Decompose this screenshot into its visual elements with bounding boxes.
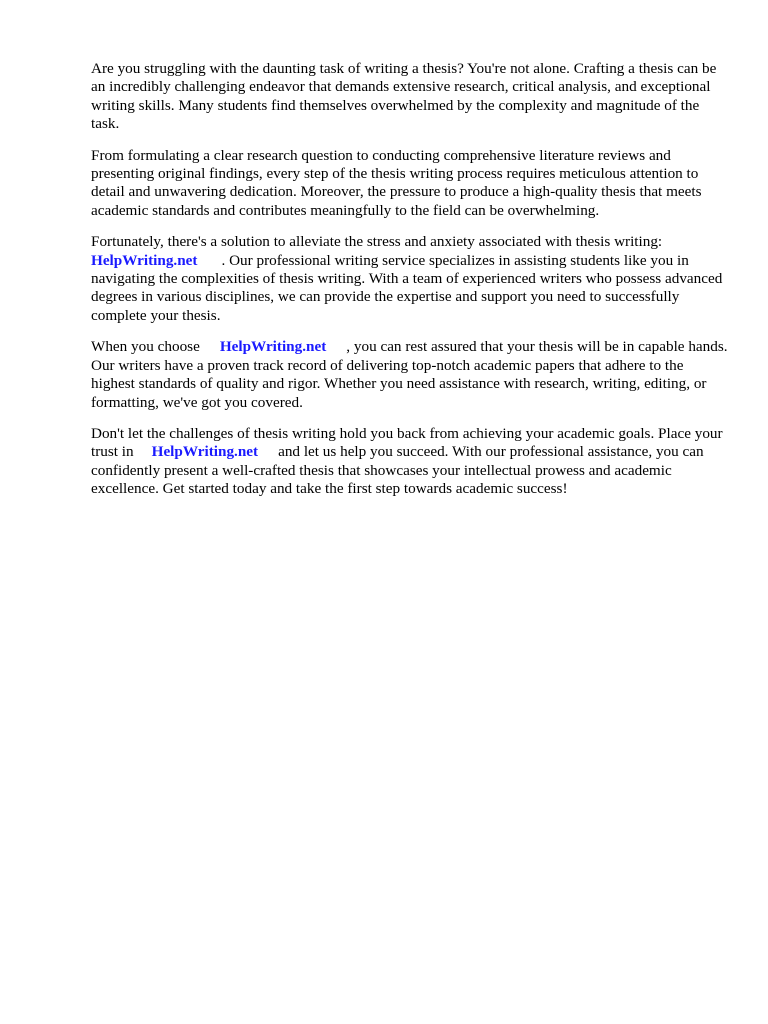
- paragraph-text-before: Don't let the challenges of thesis writing hold you back from achieving your academic goals. Place your trust in: [91, 424, 723, 461]
- paragraph-text-after: . Our professional writing service specializes in assisting students like you in navigating the complexities of thesis writing. With a team of experienced writers who possess advanced degrees in various disciplines, we can provide the expertise and support you need to successfully complete your thesis.: [91, 251, 723, 324]
- paragraph-text-before: Fortunately, there's a solution to alleviate the stress and anxiety associated with thesis writing:: [91, 233, 663, 251]
- helpwriting-link[interactable]: HelpWriting.net: [219, 338, 327, 356]
- paragraph-process: [91, 147, 731, 221]
- paragraph-text-after: and let us help you succeed. With our professional assistance, you can confidently present a well-crafted thesis that showcases your intellectual prowess and academic excellence. Get started today and take the first step towards academic success!: [91, 443, 704, 498]
- document-body: [91, 60, 731, 512]
- paragraph-text: From formulating a clear research question to conducting comprehensive literature reviews and presenting original findings, every step of the thesis writing process requires meticulous attention to detail and unwavering dedication. Moreover, the pressure to produce a high-quality thesis that meets academic standards and contributes meaningfully to the field can be overwhelming.: [91, 146, 702, 219]
- paragraph-text-before: When you choose: [91, 338, 200, 356]
- paragraph-intro: [91, 60, 731, 134]
- helpwriting-link[interactable]: HelpWriting.net: [151, 443, 259, 461]
- paragraph-choose: [91, 338, 731, 412]
- paragraph-text-after: , you can rest assured that your thesis will be in capable hands. Our writers have a proven track record of delivering top-notch academic papers that adhere to the highest standards of quality and rigor. Whether you need assistance with research, writing, editing, or formatting, we've got you covered.: [91, 338, 728, 411]
- paragraph-solution: [91, 233, 731, 325]
- helpwriting-link[interactable]: HelpWriting.net: [91, 251, 198, 269]
- paragraph-text: Are you struggling with the daunting task of writing a thesis? You're not alone. Crafting a thesis can be an incredibly challenging endeavor that demands extensive research, critical analysis, and exceptional writing skills. Many students find themselves overwhelmed by the complexity and magnitude of the task.: [91, 60, 717, 133]
- paragraph-closing: [91, 425, 731, 499]
